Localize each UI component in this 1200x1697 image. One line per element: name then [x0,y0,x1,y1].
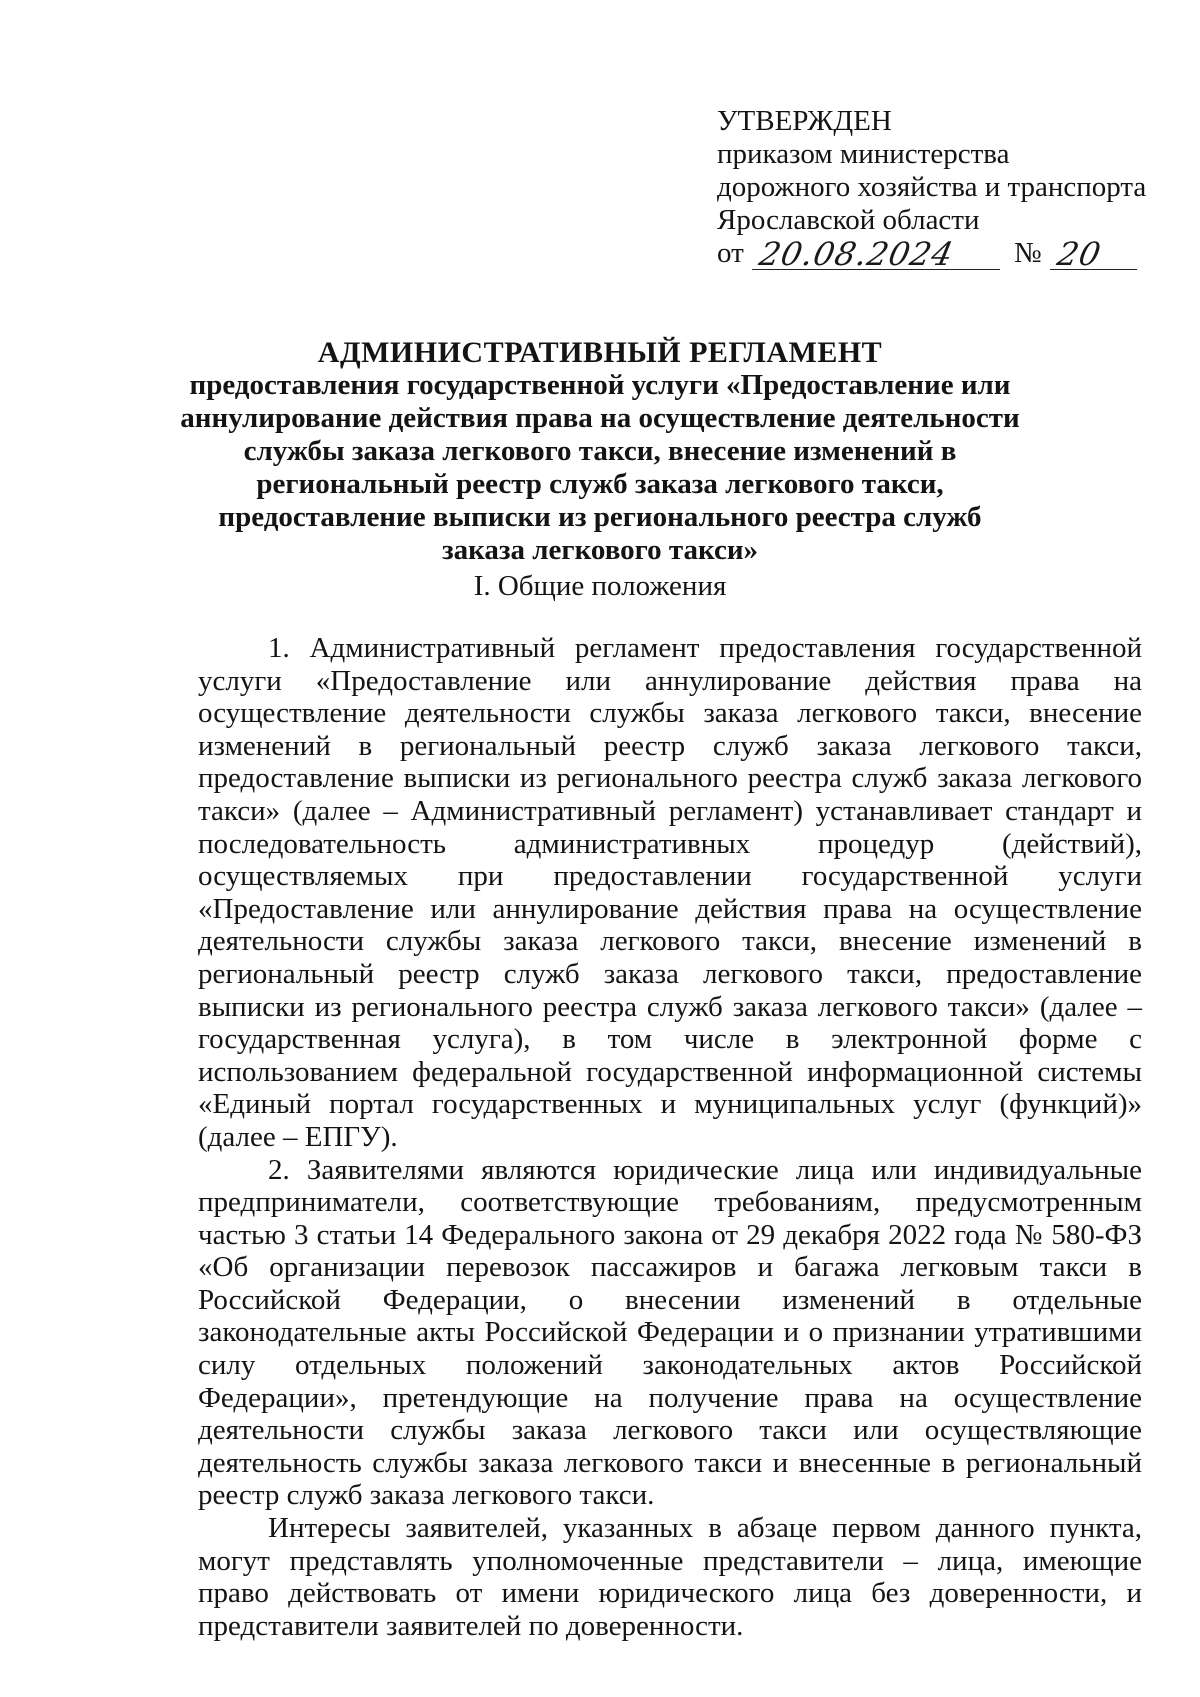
paragraph-1: 1. Административный регламент предоставления государственной услуги «Предоставление или аннулирование действия права на осуществление деятельности службы заказа легкового такси, внесение изменений в региональный реестр служб заказа легкового такси, предоставление выписки из регионального реестра служб заказа легкового такси» (далее – Административный регламент) устанавливает стандарт и последовательность административных процедур (действий), осуществляемых при предоставлении государственной услуги «Предоставление или аннулирование действия права на осуществление деятельности службы заказа легкового такси, внесение изменений в региональный реестр служб заказа легкового такси, предоставление выписки из регионального реестра служб заказа легкового такси» (далее – государственная услуга), в том числе в электронной форме с использованием федеральной государственной информационной системы «Единый портал государственных и муниципальных услуг (функций)» (далее – ЕПГУ). [198,632,1142,1153]
approval-block [717,105,1147,273]
handwritten-number: 20 [1053,235,1105,273]
paragraph-2: 2. Заявителями являются юридические лица или индивидуальные предприниматели, соответствующие требованиям, предусмотренным частью 3 статьи 14 Федерального закона от 29 декабря 2022 года № 580-ФЗ «Об организации перевозок пассажиров и багажа легковым такси в Российской Федерации, о внесении изменений в отдельные законодательные акты Российской Федерации и о признании утратившими силу отдельных положений законодательных актов Российской Федерации», претендующие на получение права на осуществление деятельности службы заказа легкового такси или осуществляющие деятельность службы заказа легкового такси и внесенные в региональный реестр служб заказа легкового такси. [198,1153,1142,1512]
handwritten-date: 20.08.2024 [755,235,958,273]
document-title-block [180,336,1020,567]
document-body [198,632,1142,1642]
document-subtitle: предоставления государственной услуги «Предоставление или аннулирование действия права на осуществление деятельности службы заказа легкового такси, внесение изменений в региональный реестр служб заказа легкового такси, предоставление выписки из регионального реестра служб заказа легкового такси» [180,369,1020,566]
approval-line-1: приказом министерства [717,138,1010,170]
approval-line-2: дорожного хозяйства и транспорта [717,171,1147,203]
paragraph-3: Интересы заявителей, указанных в абзаце первом данного пункта, могут представлять уполномоченные представители – лица, имеющие право действовать от имени юридического лица без доверенности, и представители заявителей по доверенности. [198,1512,1142,1642]
approval-line-3: Ярославской области [717,204,980,236]
number-prefix: № [1013,237,1042,269]
approval-date-line [717,235,1137,273]
date-prefix: от [717,237,744,269]
section-heading: I. Общие положения [473,570,727,602]
date-field [752,235,1000,273]
approval-heading: УТВЕРЖДЕН [717,105,892,137]
number-field [1050,235,1137,273]
document-title: АДМИНИСТРАТИВНЫЙ РЕГЛАМЕНТ [317,336,883,369]
